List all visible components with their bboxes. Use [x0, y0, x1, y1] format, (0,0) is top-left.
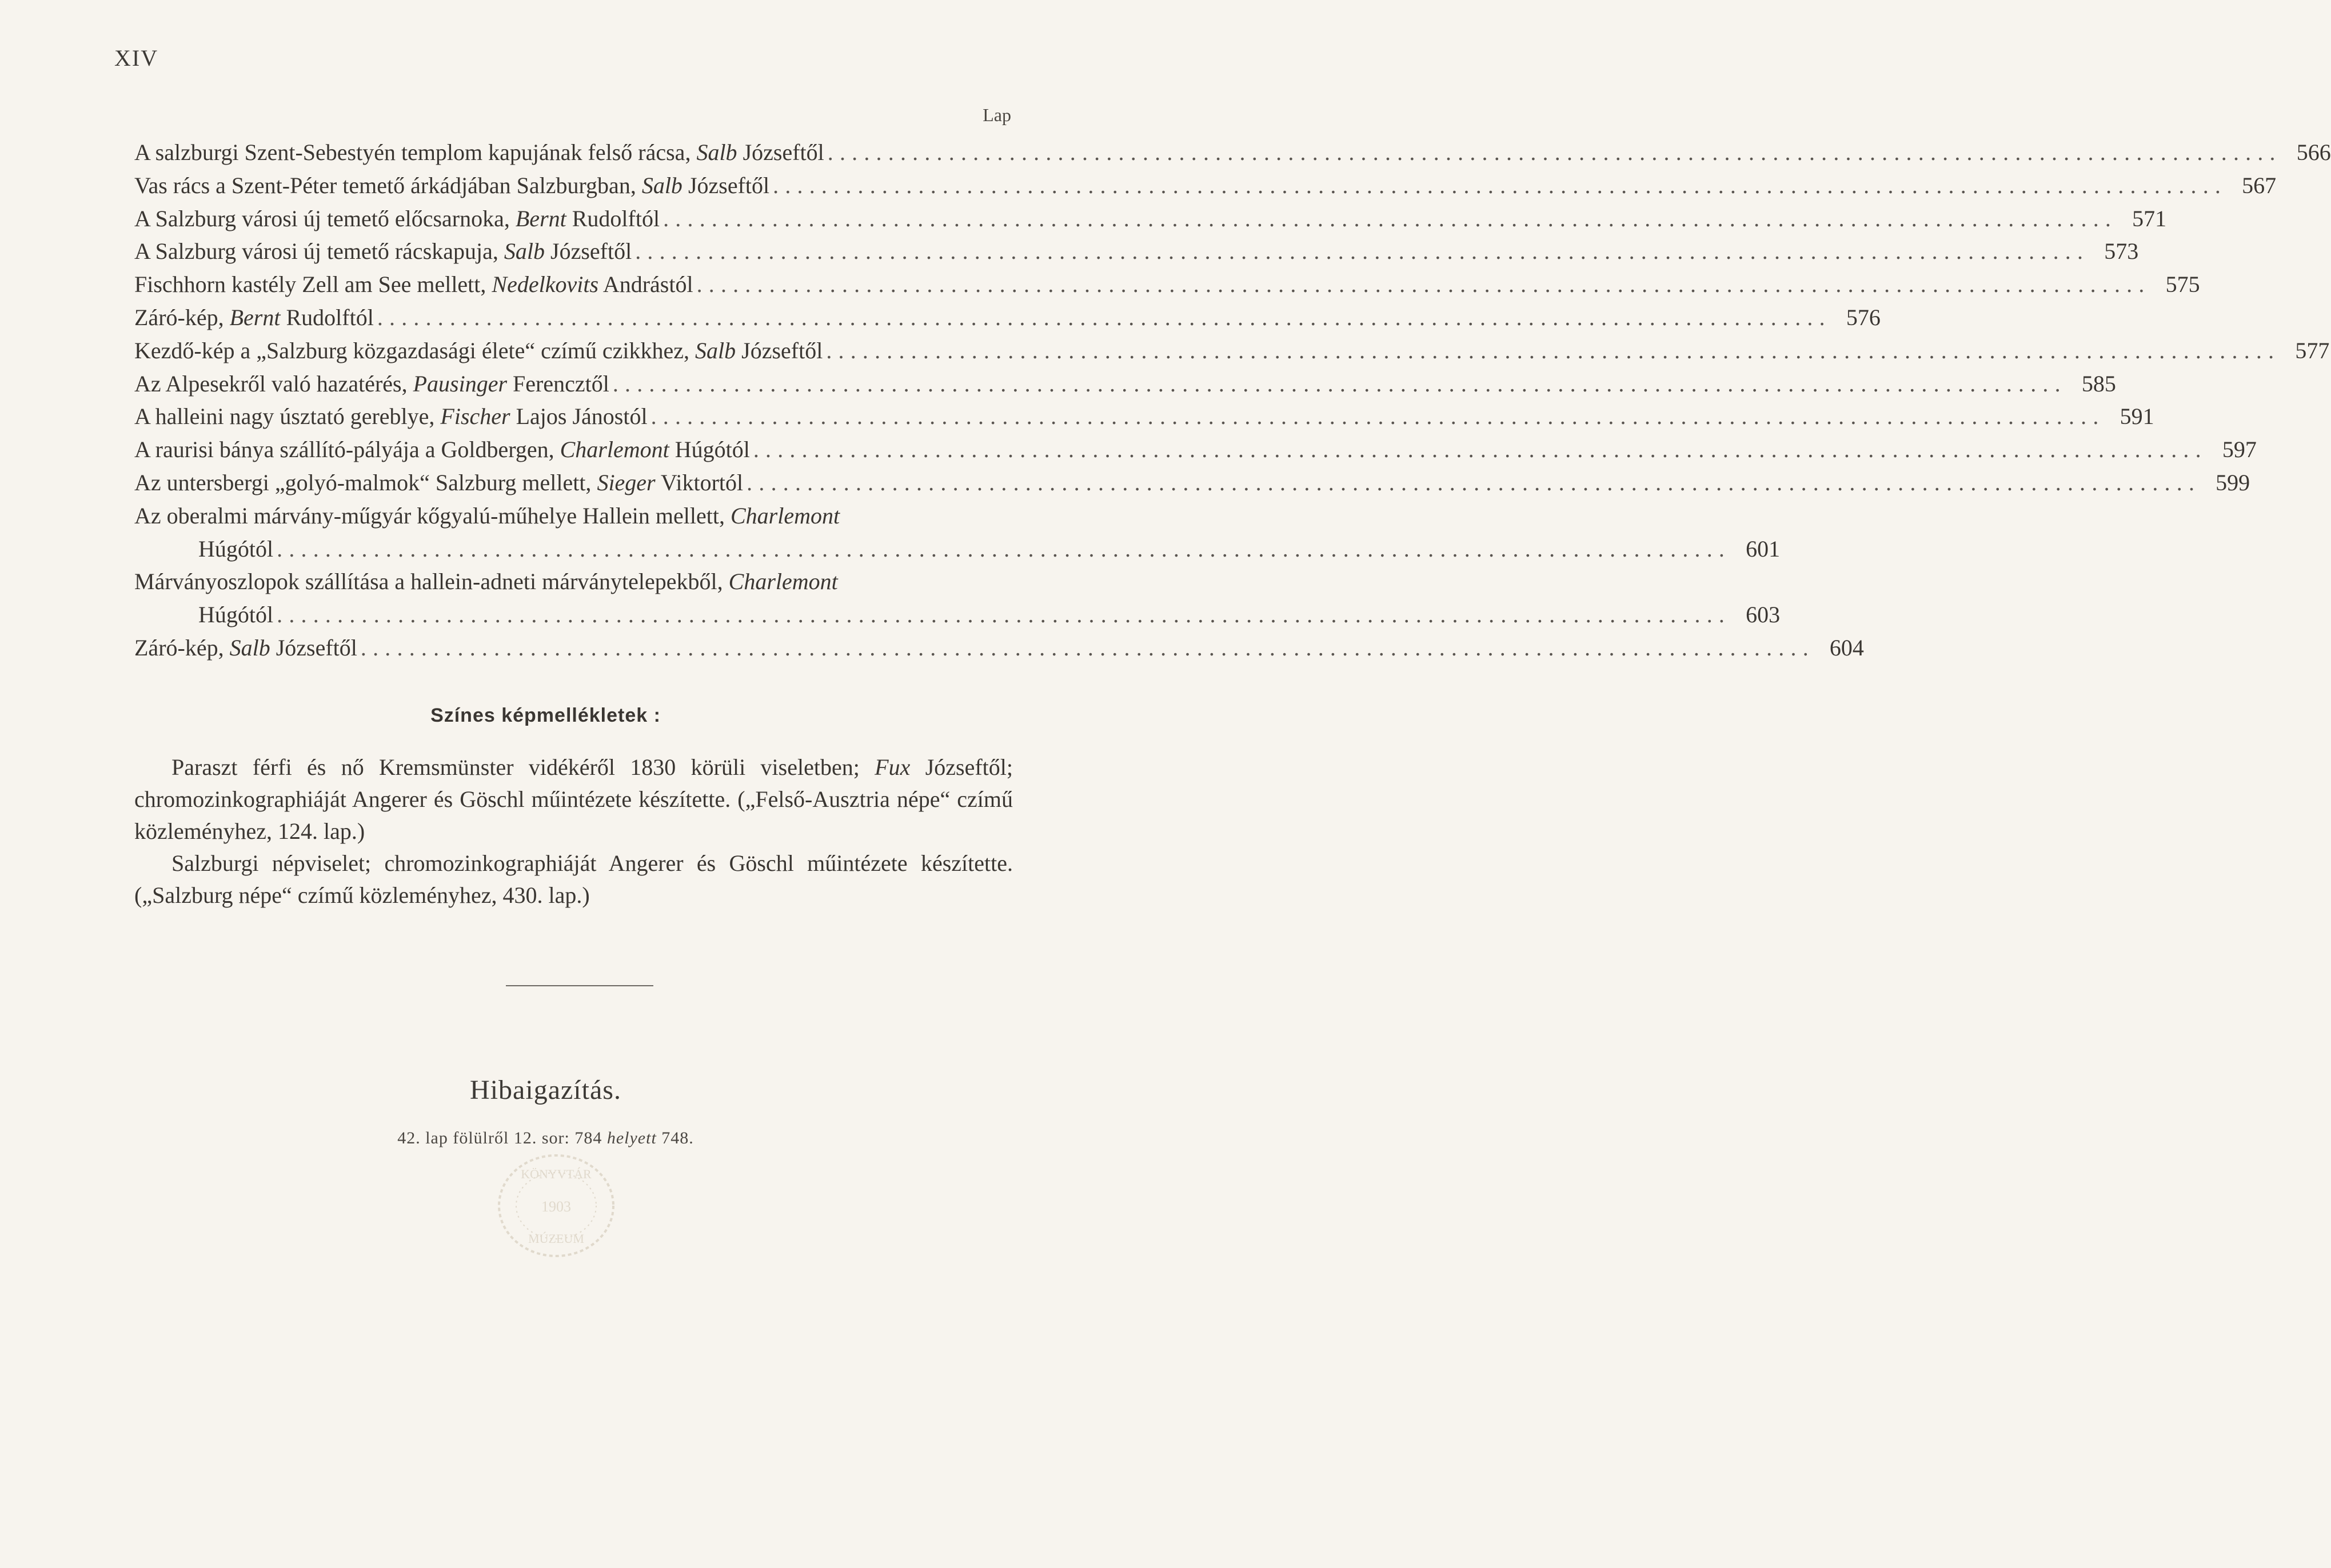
- toc-page-number: 603: [1746, 602, 1781, 628]
- dot-leader: ........................................................................................................................: [753, 437, 2208, 463]
- stamp-middle-text: 1903: [541, 1198, 571, 1215]
- toc-page-number: 573: [2104, 238, 2139, 265]
- plate-artist: Fux: [875, 754, 911, 780]
- dot-leader: ........................................................................................................................: [826, 337, 2281, 363]
- toc-entry: [134, 169, 2277, 202]
- toc-artist: Salb: [695, 337, 736, 363]
- toc-page-number: 591: [2120, 403, 2154, 430]
- toc-entry-text: Az oberalmi márvány-műgyár kőgyalú-műhelye Hallein mellett, Charlemont: [134, 502, 840, 529]
- toc-entry-text: A Salzburg városi új temető rácskapuja, Salb Józseftől: [134, 238, 632, 265]
- toc-entry-text-continued: Húgótól: [198, 535, 274, 562]
- errata-heading: Hibaigazítás.: [470, 1075, 621, 1105]
- toc-entry-text: Záró-kép, Bernt Rudolftól: [134, 304, 374, 330]
- toc-artist: Bernt: [515, 205, 566, 231]
- toc-entry: [134, 136, 2331, 169]
- toc-artist: Charlemont: [560, 437, 669, 463]
- dot-leader: ........................................................................................................................: [277, 535, 1731, 562]
- toc-artist: Salb: [696, 139, 737, 165]
- toc-page-number: 567: [2242, 172, 2277, 198]
- section-divider: [506, 985, 653, 986]
- toc-entry: [134, 268, 2200, 301]
- toc-entry-text-continued: Húgótól: [198, 602, 274, 628]
- toc-artist: Bernt: [229, 304, 281, 330]
- toc-page-number: 575: [2165, 271, 2200, 298]
- toc-entry: [134, 400, 2154, 433]
- toc-entry-text: A Salzburg városi új temető előcsarnoka, Bernt Rudolftól: [134, 205, 660, 231]
- toc-artist: Charlemont: [728, 569, 838, 595]
- colour-plate-entry: Paraszt férfi és nő Kremsmünster vidékéről 1830 körüli viseletben; Fux Józseftől; chromozinkographiáját Angerer és Göschl műintézete készítette. („Felső-Ausztria népe“ czímű közleményhez, 124. lap.): [134, 754, 1013, 844]
- dot-leader: ........................................................................................................................: [650, 403, 2105, 430]
- colour-plates-heading: Színes képmellékletek :: [430, 705, 661, 726]
- toc-artist: Fischer: [440, 403, 510, 430]
- dot-leader: ........................................................................................................................: [773, 172, 2228, 198]
- toc-entry-text: Az untersbergi „golyó-malmok“ Salzburg mellett, Sieger Viktortól: [134, 469, 744, 495]
- toc-entry: [134, 565, 1781, 631]
- toc-entry: [134, 631, 1864, 665]
- toc-entry-text: Az Alpesekről való hazatérés, Pausinger Ferencztől: [134, 370, 609, 397]
- dot-leader: ........................................................................................................................: [612, 370, 2067, 397]
- toc-entry-text: Márványoszlopok szállítása a hallein-adneti márványtelepekből, Charlemont: [134, 569, 838, 595]
- toc-artist: Salb: [229, 634, 270, 661]
- toc-entry-text: Fischhorn kastély Zell am See mellett, Nedelkovits Andrástól: [134, 271, 693, 298]
- toc-page-number: 599: [2216, 469, 2250, 495]
- stamp-top-text: KÖNYVTÁR: [521, 1167, 592, 1181]
- toc-entry: [134, 433, 2257, 466]
- toc-artist: Nedelkovits: [492, 271, 599, 298]
- dot-leader: ........................................................................................................................: [360, 634, 1815, 661]
- table-of-contents: [134, 136, 2331, 665]
- toc-entry: [134, 202, 2167, 235]
- toc-entry: [134, 301, 1881, 334]
- toc-entry-text: A halleini nagy úsztató gereblye, Fischer Lajos Jánostól: [134, 403, 648, 430]
- toc-artist: Salb: [504, 238, 545, 265]
- dot-leader: ........................................................................................................................: [696, 271, 2151, 298]
- lap-column-header: Lap: [983, 105, 1011, 125]
- page-number: XIV: [114, 45, 159, 71]
- toc-page-number: 597: [2222, 437, 2257, 463]
- colour-plate-entry: Salzburgi népviselet; chromozinkographiáját Angerer és Göschl műintézete készítette. („Salzburg népe“ czímű közleményhez, 430. lap.): [134, 850, 1013, 908]
- dot-leader: ........................................................................................................................: [635, 238, 2090, 265]
- toc-page-number: 577: [2295, 337, 2330, 363]
- toc-entry: [134, 334, 2330, 367]
- colour-plates-list: [134, 751, 1013, 911]
- stamp-bottom-text: MÚZEUM: [528, 1231, 584, 1246]
- toc-entry-text: Kezdő-kép a „Salzburg közgazdasági élete“ czímű czikkhez, Salb Józseftől: [134, 337, 823, 363]
- toc-page-number: 585: [2081, 370, 2116, 397]
- toc-entry: [134, 499, 1781, 566]
- toc-entry-text: Záró-kép, Salb Józseftől: [134, 634, 357, 661]
- toc-entry-text: A salzburgi Szent-Sebestyén templom kapujának felső rácsa, Salb Józseftől: [134, 139, 824, 165]
- toc-entry: [134, 235, 2139, 268]
- dot-leader: ........................................................................................................................: [277, 602, 1731, 628]
- dot-leader: ........................................................................................................................: [747, 469, 2201, 495]
- dot-leader: ........................................................................................................................: [377, 304, 1831, 330]
- library-stamp: [490, 1149, 622, 1263]
- toc-page-number: 576: [1846, 304, 1881, 330]
- toc-page-number: 604: [1829, 634, 1864, 661]
- toc-page-number: 566: [2296, 139, 2331, 165]
- toc-page-number: 571: [2132, 205, 2167, 231]
- dot-leader: ........................................................................................................................: [827, 139, 2282, 165]
- toc-entry-text: Vas rács a Szent-Péter temető árkádjában Salzburgban, Salb Józseftől: [134, 172, 770, 198]
- toc-artist: Pausinger: [413, 370, 508, 397]
- toc-page-number: 601: [1746, 535, 1781, 562]
- toc-artist: Sieger: [597, 469, 656, 495]
- toc-entry-text: A raurisi bánya szállító-pályája a Goldbergen, Charlemont Húgótól: [134, 437, 750, 463]
- toc-entry: [134, 466, 2250, 499]
- toc-artist: Charlemont: [731, 502, 840, 529]
- toc-entry: [134, 367, 2116, 401]
- dot-leader: ........................................................................................................................: [663, 205, 2118, 231]
- toc-artist: Salb: [641, 172, 682, 198]
- errata-entry: 42. lap fölülről 12. sor: 784 helyett 748.: [397, 1129, 694, 1147]
